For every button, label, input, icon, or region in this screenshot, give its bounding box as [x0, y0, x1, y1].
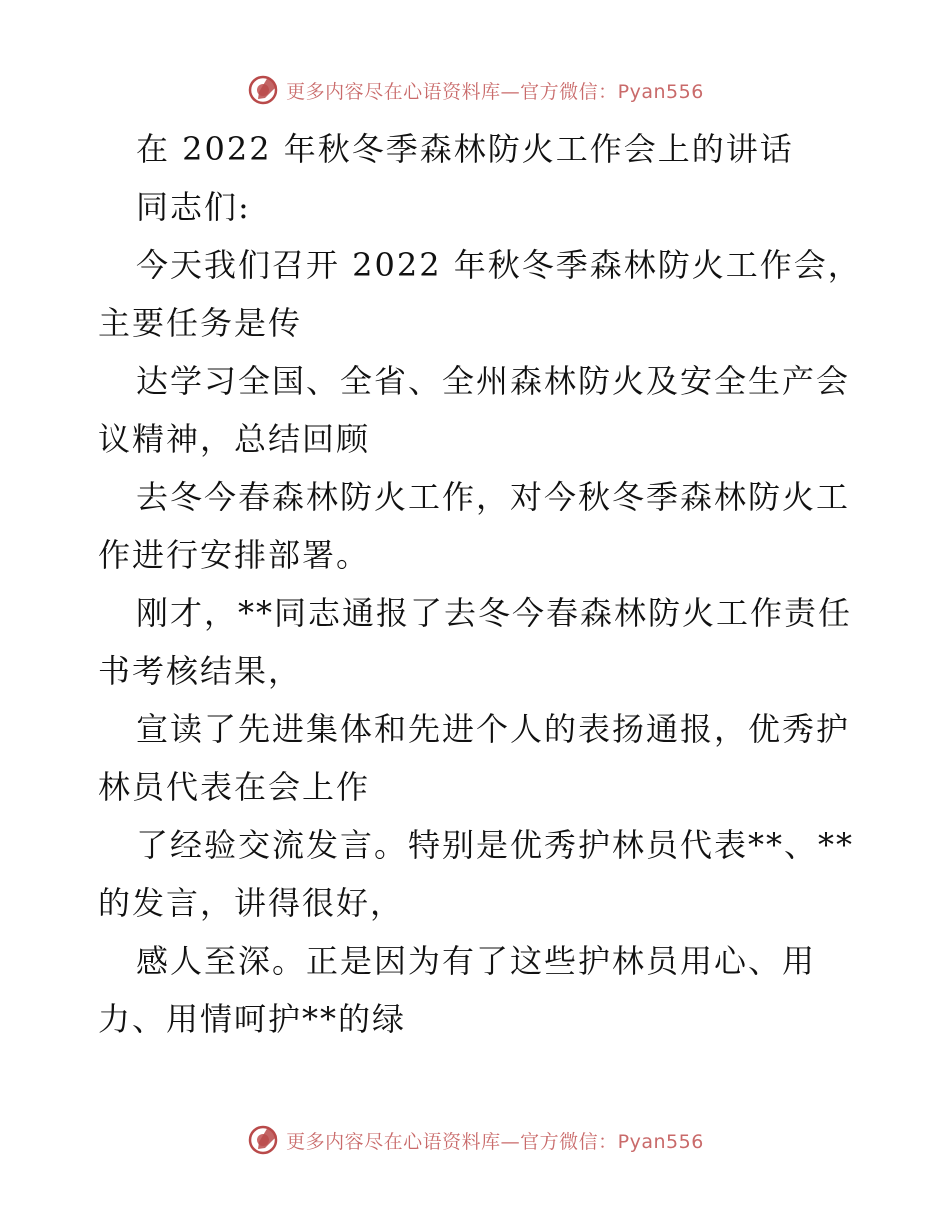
paragraph-line: 作进行安排部署。 — [98, 536, 371, 574]
pen-circle-logo-icon — [246, 1123, 280, 1157]
watermark-bottom — [0, 1120, 950, 1160]
paragraph-line: 力、用情呵护**的绿 — [98, 1000, 407, 1038]
paragraph-line: 刚才，**同志通报了去冬今春森林防火工作责任 — [136, 594, 853, 632]
paragraph-line: 林员代表在会上作 — [98, 768, 371, 806]
salutation: 同志们: — [136, 188, 251, 226]
paragraph-line: 主要任务是传 — [98, 304, 303, 342]
paragraph-line: 今天我们召开 2022 年秋冬季森林防火工作会， — [136, 246, 862, 284]
paragraph-line: 达学习全国、全省、全州森林防火及安全生产会 — [136, 362, 851, 400]
paragraph-line: 感人至深。正是因为有了这些护林员用心、用 — [136, 942, 817, 980]
paragraph-line: 去冬今春森林防火工作，对今秋冬季森林防火工 — [136, 478, 851, 516]
watermark-text: 更多内容尽在心语资料库—官方微信：Pyan556 — [286, 1130, 704, 1153]
paragraph-line: 书考核结果， — [98, 652, 303, 690]
watermark-top — [0, 70, 950, 110]
paragraph-line: 了经验交流发言。特别是优秀护林员代表**、** — [136, 826, 855, 864]
paragraph-line: 宣读了先进集体和先进个人的表扬通报，优秀护 — [136, 710, 851, 748]
pen-circle-logo-icon — [246, 73, 280, 107]
watermark-text: 更多内容尽在心语资料库—官方微信：Pyan556 — [286, 80, 704, 103]
paragraph-line: 议精神，总结回顾 — [98, 420, 371, 458]
document-body — [98, 120, 862, 1048]
document-title: 在 2022 年秋冬季森林防火工作会上的讲话 — [136, 130, 794, 168]
paragraph-line: 的发言，讲得很好， — [98, 884, 405, 922]
